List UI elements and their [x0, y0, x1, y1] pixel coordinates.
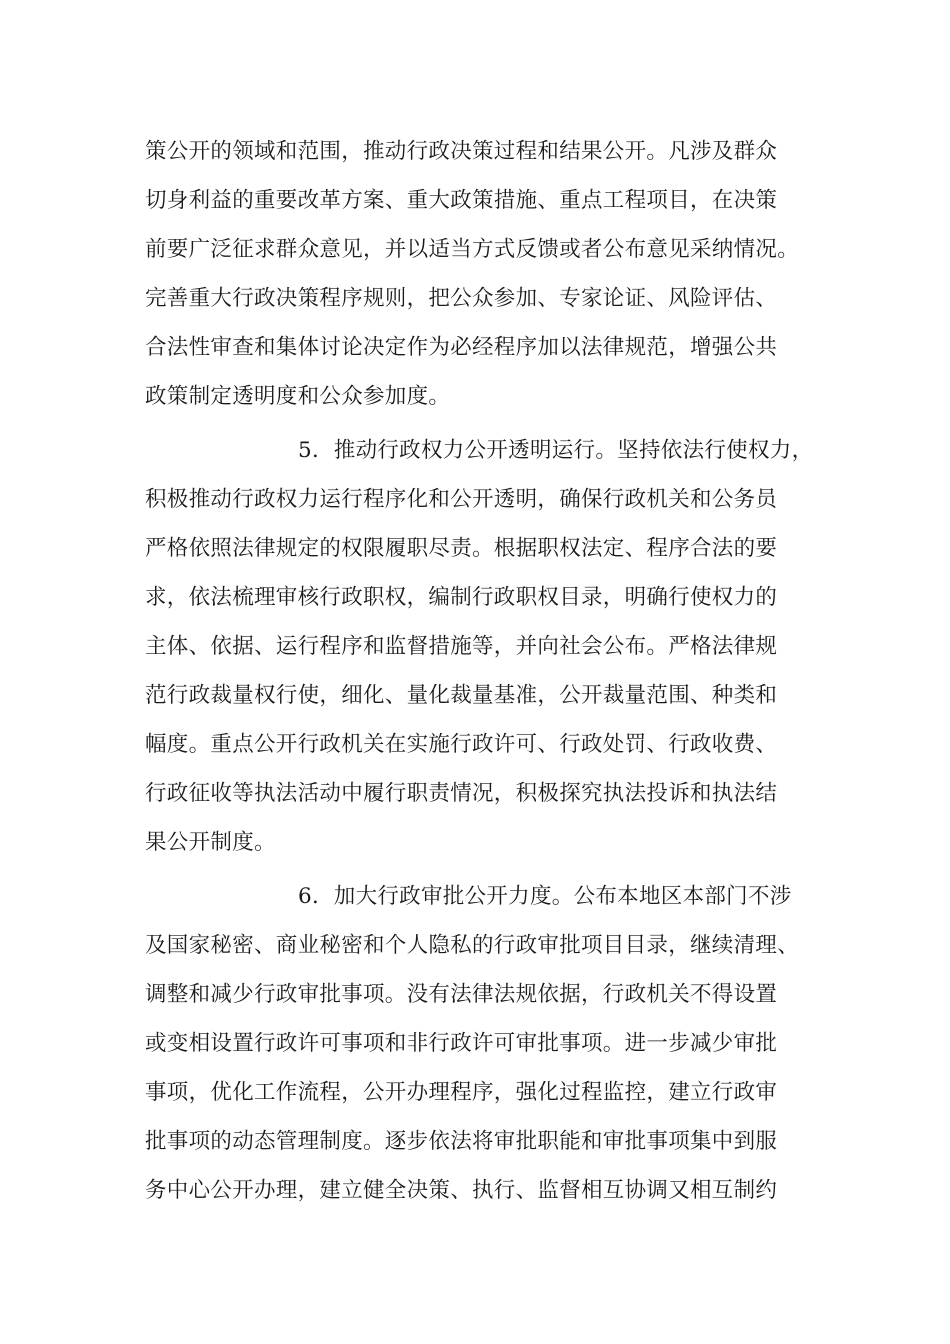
text-line: 积极推动行政权力运行程序化和公开透明，确保行政机关和公务员 — [145, 487, 778, 512]
text-line: 合法性审查和集体讨论决定作为必经程序加以法律规范，增强公共 — [145, 335, 778, 360]
text-line: 务中心公开办理，建立健全决策、执行、监督相互协调又相互制约 — [145, 1178, 778, 1203]
text-line: 完善重大行政决策程序规则，把公众参加、专家论证、风险评估、 — [145, 286, 778, 311]
text-line: 严格依照法律规定的权限履职尽责。根据职权法定、程序合法的要 — [145, 536, 778, 561]
text-line: 范行政裁量权行使，细化、量化裁量基准，公开裁量范围、种类和 — [145, 683, 778, 708]
text-line: 调整和减少行政审批事项。没有法律法规依据，行政机关不得设置 — [145, 982, 778, 1007]
text-line: 事项，优化工作流程，公开办理程序，强化过程监控，建立行政审 — [145, 1080, 778, 1105]
text-line: 策公开的领域和范围，推动行政决策过程和结果公开。凡涉及群众 — [145, 139, 778, 164]
text-line: 前要广泛征求群众意见，并以适当方式反馈或者公布意见采纳情况。 — [145, 237, 800, 262]
text-line: 批事项的动态管理制度。逐步依法将审批职能和审批事项集中到服 — [145, 1129, 778, 1154]
text-line: 行政征收等执法活动中履行职责情况，积极探究执法投诉和执法结 — [145, 781, 778, 806]
text-line: 求，依法梳理审核行政职权，编制行政职权目录，明确行使权力的 — [145, 585, 778, 610]
text-line: 主体、依据、运行程序和监督措施等，并向社会公布。严格法律规 — [145, 634, 778, 659]
text-line: 切身利益的重要改革方案、重大政策措施、重点工程项目，在决策 — [145, 188, 778, 213]
text-line: 政策制定透明度和公众参加度。 — [145, 384, 451, 409]
paragraph-heading-line: 6．加大行政审批公开力度。公布本地区本部门不涉 — [298, 884, 792, 909]
text-line: 及国家秘密、商业秘密和个人隐私的行政审批项目目录，继续清理、 — [145, 933, 800, 958]
text-line: 果公开制度。 — [145, 830, 276, 855]
text-line: 或变相设置行政许可事项和非行政许可审批事项。进一步减少审批 — [145, 1031, 778, 1056]
paragraph-heading-line: 5．推动行政权力公开透明运行。坚持依法行使权力， — [298, 438, 814, 463]
text-line: 幅度。重点公开行政机关在实施行政许可、行政处罚、行政收费、 — [145, 732, 778, 757]
